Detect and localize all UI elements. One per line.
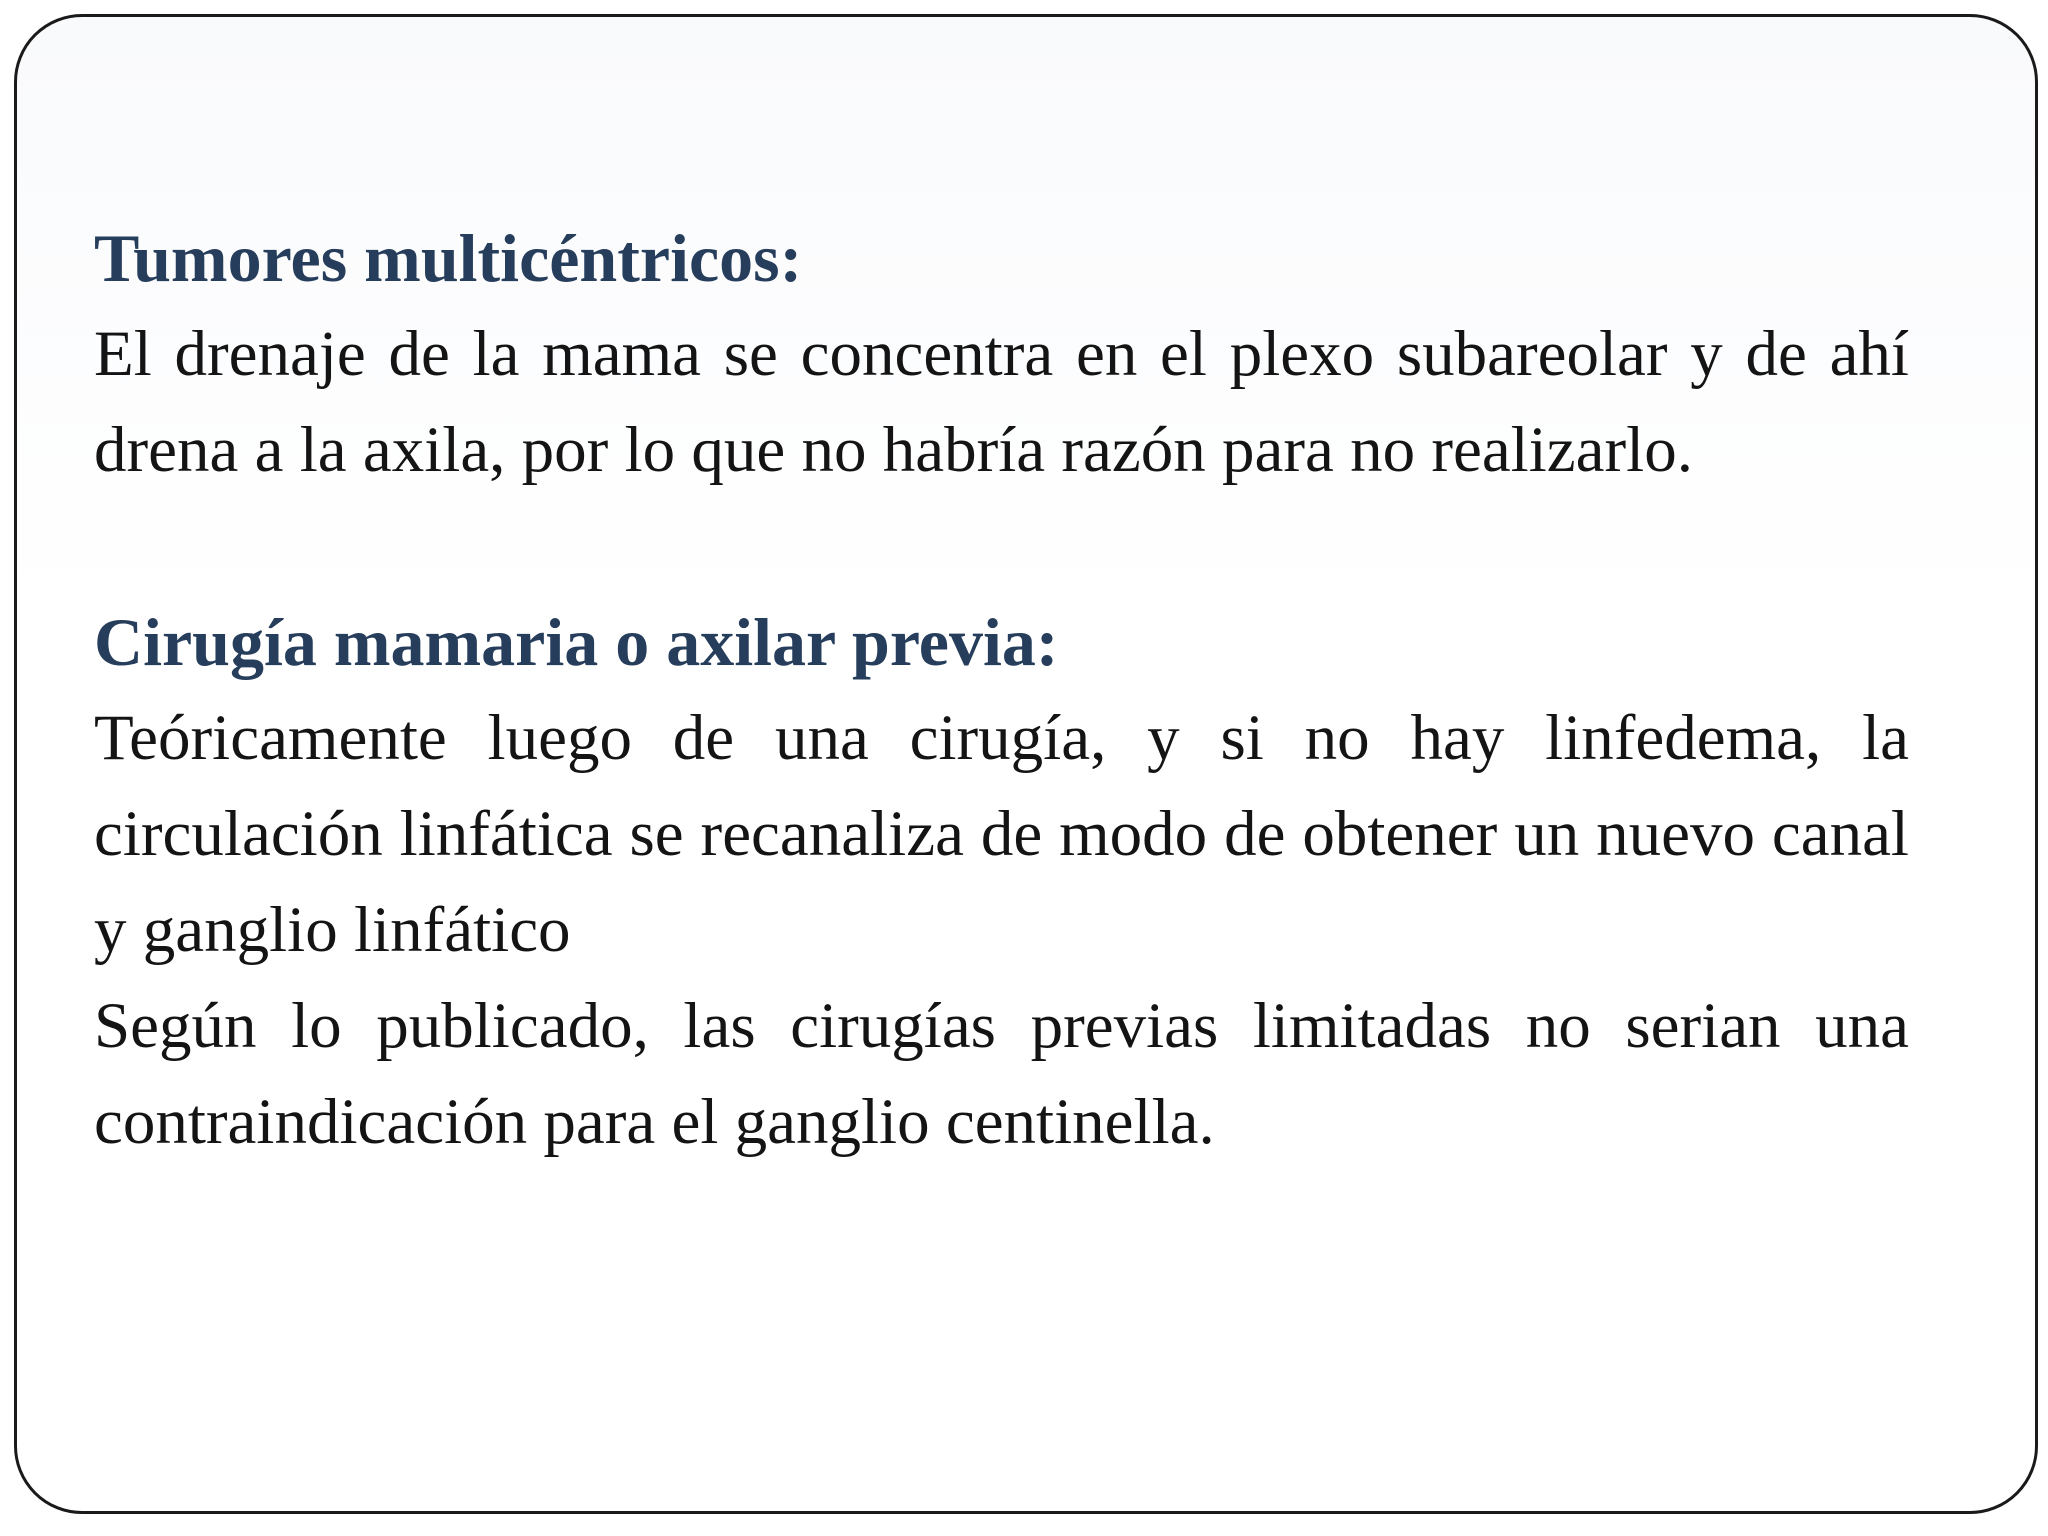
slide-content	[94, 210, 1909, 1170]
section-paragraph-previous-surgery-theory: Teóricamente luego de una cirugía, y si no hay linfedema, la circulación linfática se recanaliza de modo de obtener un nuevo canal y ganglio linfático	[94, 702, 1909, 966]
section-paragraph-multicentric-tumors: El drenaje de la mama se concentra en el plexo subareolar y de ahí drena a la axila, por lo que no habría razón para no realizarlo.	[94, 318, 1909, 486]
section-heading-previous-surgery: Cirugía mamaria o axilar previa:	[94, 604, 1059, 680]
section-paragraph-previous-surgery-published: Según lo publicado, las cirugías previas limitadas no serian una contraindicación para el ganglio centinella.	[94, 990, 1909, 1158]
section-heading-multicentric-tumors: Tumores multicéntricos:	[94, 220, 803, 296]
section-spacer	[94, 498, 1909, 594]
